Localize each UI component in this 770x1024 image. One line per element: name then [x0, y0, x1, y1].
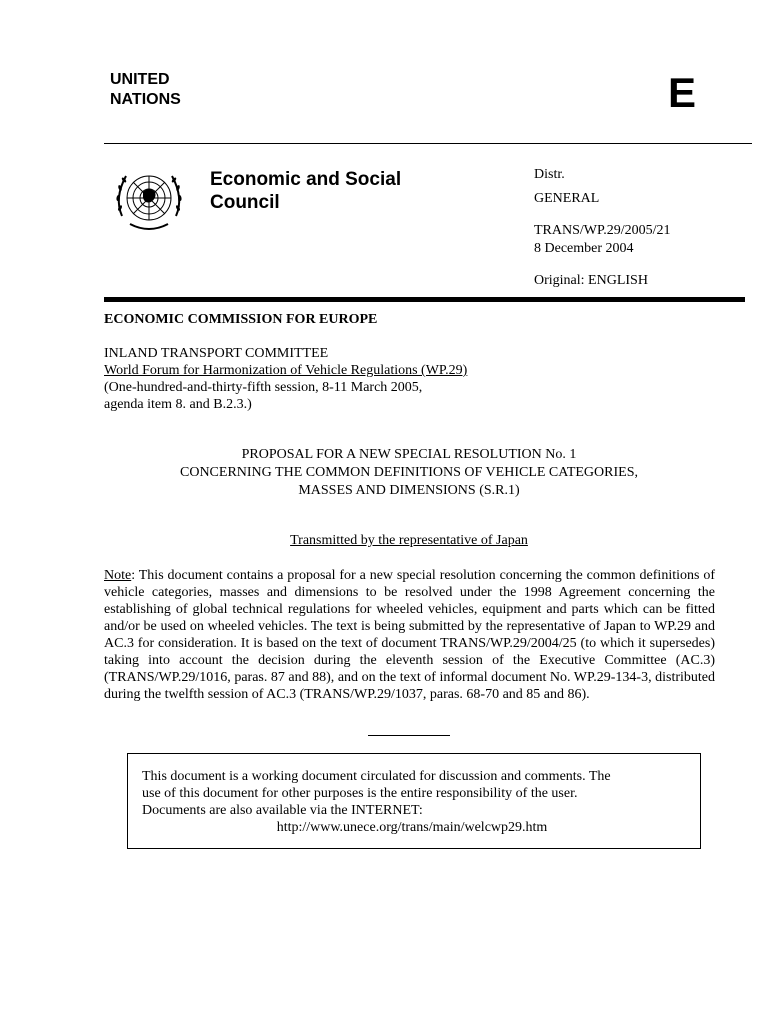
- document-symbol: TRANS/WP.29/2005/21: [534, 223, 671, 238]
- agenda-info: agenda item 8. and B.2.3.): [104, 397, 252, 412]
- committee-block: [104, 345, 467, 413]
- council-name: [210, 168, 401, 214]
- title-line-3: MASSES AND DIMENSIONS (S.R.1): [298, 483, 520, 498]
- council-line-2: Council: [210, 192, 280, 213]
- note-end-rule: [368, 735, 450, 736]
- notice-line-3: Documents are also available via the INTERNET:: [142, 803, 423, 818]
- original-language: Original: ENGLISH: [534, 273, 648, 288]
- committee-name: INLAND TRANSPORT COMMITTEE: [104, 346, 329, 361]
- forum-name: World Forum for Harmonization of Vehicle Regulations (WP.29): [104, 363, 468, 378]
- note-text: : This document contains a proposal for a new special resolution concerning the common definitions of vehicle categories, masses and dimensions to be resolved under the 1998 Agreement concerning the establishing of global technical regulations for wheeled vehicles, equipment and parts which can be fitted and/or be used on wheeled vehicles. The text is being submitted by the representative of Japan to WP.29 and AC.3 for consideration. It is based on the text of document TRANS/WP.29/2004/25 (to which it supersedes) taking into account the decision during the eleventh session of the Executive Committee (AC.3) (TRANS/WP.29/1016, paras. 87 and 88), and on the text of informal document No. WP.29-134-3, distributed during the twelfth session of AC.3 (TRANS/WP.29/1037, paras. 68-70 and 85 and 86).: [104, 568, 715, 702]
- section-divider: [104, 297, 745, 302]
- council-line-1: Economic and Social: [210, 169, 402, 190]
- distribution-block: [534, 166, 671, 290]
- note-label: Note: [104, 568, 132, 583]
- transmitted-by: Transmitted by the representative of Japan: [290, 533, 528, 548]
- org-line-1: UNITED: [110, 71, 170, 88]
- document-date: 8 December 2004: [534, 241, 634, 256]
- distr-value: GENERAL: [534, 191, 600, 206]
- distr-label: Distr.: [534, 167, 565, 182]
- notice-line-1: This document is a working document circulated for discussion and comments. The: [142, 769, 611, 784]
- organization-name: [110, 70, 181, 110]
- note-paragraph: [104, 567, 715, 703]
- internet-url: http://www.unece.org/trans/main/welcwp29.htm: [276, 820, 548, 835]
- language-letter: E: [668, 69, 697, 116]
- title-line-2: CONCERNING THE COMMON DEFINITIONS OF VEHICLE CATEGORIES,: [180, 465, 638, 480]
- commission-name: ECONOMIC COMMISSION FOR EUROPE: [104, 312, 378, 327]
- notice-line-2: use of this document for other purposes is the entire responsibility of the user.: [142, 786, 578, 801]
- working-document-notice: [127, 753, 701, 849]
- org-line-2: NATIONS: [110, 91, 181, 108]
- header-divider: [104, 143, 752, 144]
- session-info: (One-hundred-and-thirty-fifth session, 8-11 March 2005,: [104, 380, 423, 395]
- un-emblem-icon: [110, 164, 188, 236]
- document-title: [104, 446, 714, 500]
- title-line-1: PROPOSAL FOR A NEW SPECIAL RESOLUTION No. 1: [241, 447, 577, 462]
